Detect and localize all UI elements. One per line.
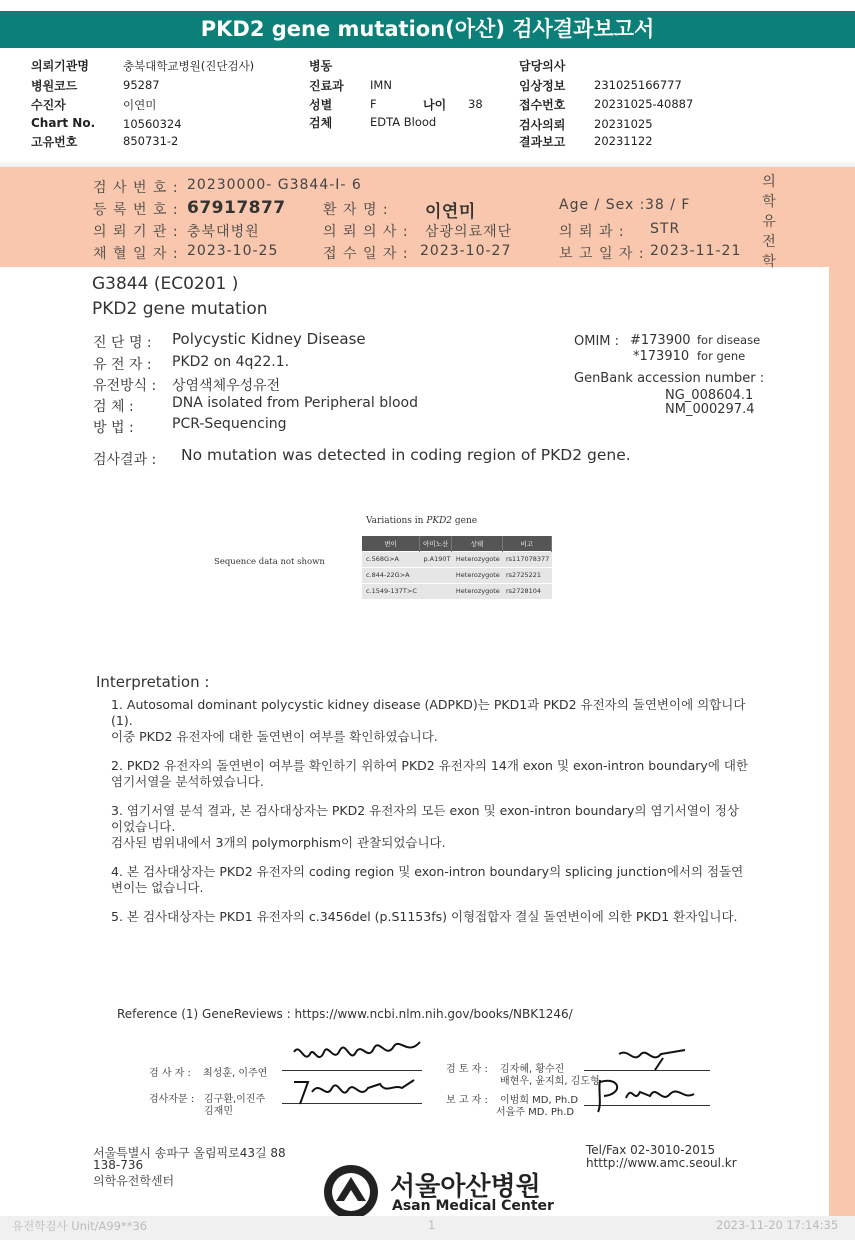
side-vertical-char: 학 [762, 194, 776, 210]
advisor-names-2: 김재민 [204, 1106, 233, 1117]
reviewer-names-2: 배현우, 윤지희, 김도형 [500, 1076, 600, 1087]
lab-side-band [829, 267, 855, 1227]
interpretation-heading: Interpretation : [96, 673, 210, 691]
variations-row [362, 551, 552, 567]
institution-value: 충북대학교병원(진단검사) [123, 59, 255, 73]
variations-header-cell: 상태 [452, 536, 502, 551]
variations-title-suffix: gene [452, 516, 478, 526]
examiner-names: 최성훈, 이주연 [203, 1068, 268, 1079]
variations-row [362, 583, 552, 599]
hospital-code-label: 병원코드 [31, 79, 78, 93]
footer-page: 1 [428, 1218, 436, 1232]
variations-cell: c.568G>A [362, 551, 419, 567]
variations-cell: c.844-22G>A [362, 567, 419, 583]
unique-label: 고유번호 [31, 135, 78, 149]
report-date-label: 결과보고 [519, 135, 566, 149]
patient-label: 수진자 [31, 98, 66, 112]
variations-title-gene: PKD2 [426, 516, 453, 526]
diagnosis-label: 진 단 명 : [93, 335, 152, 351]
patient-value: 이연미 [123, 98, 157, 112]
lab-doctor: 삼광의료재단 [425, 224, 513, 240]
interpretation-paragraph-4: 4. 본 검사대상자는 PKD2 유전자의 coding region 및 exon-intron boundary의 splicing junction에서의 점돌연변이는 없습니다. [111, 864, 744, 895]
address-line-1: 서울특별시 송파구 올림픽로43길 88 [93, 1146, 286, 1160]
dept-value: IMN [370, 78, 392, 92]
lab-dept-label: 의 뢰 과 : [559, 224, 625, 240]
variations-body [362, 551, 552, 599]
variations-cell: rs117078377 [502, 551, 552, 567]
lab-test-no-label: 검 사 번 호 : [93, 180, 179, 196]
test-name: PKD2 gene mutation [92, 299, 268, 319]
lab-doctor-label: 의 뢰 의 사 : [323, 224, 409, 240]
variations-cell [419, 583, 451, 599]
omim-gene: *173910 [633, 349, 690, 364]
side-vertical-char: 유 [762, 214, 776, 230]
chart-value: 10560324 [123, 117, 182, 131]
hospital-name-kr: 서울아산병원 [390, 1172, 541, 1202]
report-date-value: 20231122 [594, 134, 653, 148]
asan-foundation-seal [322, 1163, 380, 1221]
lab-reg-no: 67917877 [187, 198, 286, 218]
lab-patient-label: 환 자 명 : [323, 202, 389, 218]
lab-inst: 충북대병원 [187, 224, 260, 240]
variations-cell: Heterozygote [452, 551, 502, 567]
request-date-value: 20231025 [594, 117, 653, 131]
clinical-label: 임상정보 [519, 79, 566, 93]
lab-reg-no-label: 등 록 번 호 : [93, 202, 179, 218]
variations-cell: Heterozygote [452, 583, 502, 599]
reporter-names-1: 이범희 MD, Ph.D [500, 1095, 579, 1106]
reviewer-names-1: 김자혜, 황수진 [500, 1064, 565, 1075]
age-value: 38 [468, 97, 483, 111]
interpretation-paragraph-5: 5. 본 검사대상자는 PKD1 유전자의 c.3456del (p.S1153fs) 이형접합자 결실 돌연변이에 의한 PKD1 환자입니다. [111, 909, 738, 924]
variations-cell: c.1549-137T>C [362, 583, 419, 599]
side-vertical-label [760, 172, 778, 272]
advisor-names-1: 김구환,이진주 [204, 1094, 266, 1105]
lab-inst-label: 의 뢰 기 관 : [93, 224, 179, 240]
reviewer-signature [615, 1044, 695, 1072]
receipt-value: 20231025-40887 [594, 97, 694, 111]
interpretation-paragraph-3: 3. 염기서열 분석 결과, 본 검사대상자는 PKD2 유전자의 모든 exon 및 exon-intron boundary의 염기서열이 정상이었습니다. 검사된 범위내에서 3개의 polymorphism이 관찰되었습니다. [111, 803, 739, 850]
reporter-label: 보 고 자 : [446, 1095, 488, 1106]
lab-collect-label: 채 혈 일 자 : [93, 246, 179, 262]
specimen-label: 검체 [309, 116, 333, 130]
request-date-label: 검사의뢰 [519, 118, 566, 132]
omim-disease: #173900 [630, 333, 691, 348]
reporter-signature [590, 1074, 700, 1114]
omim-label: OMIM : [574, 334, 620, 349]
lab-receive: 2023-10-27 [420, 243, 512, 259]
advisor-label: 검사자문 : [149, 1094, 195, 1105]
advisor-signature [290, 1070, 420, 1110]
omim-disease-note: for disease [697, 333, 761, 347]
specimen-value: EDTA Blood [370, 115, 437, 129]
variations-cell: rs2725221 [502, 567, 552, 583]
clinical-value: 231025166777 [594, 78, 682, 92]
tel-fax: Tel/Fax 02-3010-2015 [586, 1143, 716, 1157]
method-label: 방 법 : [93, 420, 134, 436]
result-label: 검사결과 : [93, 452, 157, 468]
variations-cell: rs2728104 [502, 583, 552, 599]
report-title: PKD2 gene mutation(아산) 검사결과보고서 [0, 11, 855, 48]
variations-header-cell: 비고 [502, 536, 552, 551]
lab-report: 2023-11-21 [650, 243, 742, 259]
inheritance-value: 상염색체우성유전 [172, 378, 281, 394]
side-vertical-char: 전 [762, 234, 776, 250]
specimen-value-2: DNA isolated from Peripheral blood [172, 395, 419, 411]
variations-cell: p.A190T [419, 551, 451, 567]
ward-label: 병동 [309, 59, 333, 73]
variations-header-cell: 변이 [362, 536, 419, 551]
institution-label: 의뢰기관명 [31, 59, 89, 73]
dept-label: 진료과 [309, 79, 344, 93]
unique-value: 850731-2 [123, 134, 179, 148]
diagnosis-value: Polycystic Kidney Disease [172, 330, 366, 348]
reference: Reference (1) GeneReviews : https://www.ncbi.nlm.nih.gov/books/NBK1246/ [117, 1007, 573, 1021]
website: htttp://www.amc.seoul.kr [586, 1156, 737, 1170]
variations-title-prefix: Variations in [366, 516, 427, 526]
inheritance-label: 유전방식 : [93, 378, 157, 394]
lab-collect: 2023-10-25 [187, 243, 279, 259]
age-label: 나이 [423, 98, 447, 112]
variations-title [366, 516, 477, 526]
lab-receive-label: 접 수 일 자 : [323, 246, 409, 262]
genbank-nm: NM_000297.4 [665, 402, 755, 417]
interpretation-paragraph-2: 2. PKD2 유전자의 돌연변이 여부를 확인하기 위하여 PKD2 유전자의 14개 exon 및 exon-intron boundary에 대한 염기서열을 분석하였습니다. [111, 758, 749, 789]
omim-gene-note: for gene [697, 349, 746, 363]
genbank-ng: NG_008604.1 [665, 388, 754, 403]
variations-row [362, 567, 552, 583]
reporter-names-2: 서을주 MD. Ph.D [496, 1107, 575, 1118]
sex-value: F [370, 97, 377, 111]
variations-cell: Heterozygote [452, 567, 502, 583]
footer-unit: 유전학검사 Unit/A99**36 [12, 1219, 148, 1233]
receipt-label: 접수번호 [519, 98, 566, 112]
gene-value: PKD2 on 4q22.1. [172, 354, 290, 370]
footer-printed: 2023-11-20 17:14:35 [716, 1218, 839, 1232]
chart-label: Chart No. [31, 116, 96, 130]
side-vertical-char: 학 [762, 254, 776, 270]
hospital-code-value: 95287 [123, 78, 160, 92]
gene-label: 유 전 자 : [93, 357, 152, 373]
lab-age-sex-label: Age / Sex : [559, 197, 646, 213]
variations-cell [419, 567, 451, 583]
lab-report-label: 보 고 일 자 : [559, 246, 645, 262]
lab-patient: 이연미 [425, 202, 476, 222]
sex-label: 성별 [309, 98, 333, 112]
side-vertical-char: 의 [762, 174, 776, 190]
interpretation-paragraph-1: 1. Autosomal dominant polycystic kidney disease (ADPKD)는 PKD1과 PKD2 유전자의 돌연변이에 의합니다 (1). 이중 PKD2 유전자에 대한 돌연변이 여부를 확인하였습니다. [111, 697, 746, 744]
address-line-2: 138-736 [93, 1158, 144, 1172]
result-value: No mutation was detected in coding region of PKD2 gene. [181, 446, 631, 464]
lab-dept: STR [650, 221, 681, 237]
specimen-label-2: 검 체 : [93, 399, 134, 415]
reviewer-label: 검 토 자 : [446, 1064, 488, 1075]
sequence-note: Sequence data not shown [214, 557, 325, 567]
examiner-label: 검 사 자 : [149, 1068, 191, 1079]
hospital-name-en: Asan Medical Center [392, 1198, 554, 1214]
method-value: PCR-Sequencing [172, 416, 287, 432]
variations-table [362, 536, 552, 599]
address-line-3: 의학유전학센터 [93, 1174, 175, 1188]
lab-age-sex: 38 / F [645, 197, 691, 213]
doctor-label: 담당의사 [519, 59, 566, 73]
lab-test-no: 20230000- G3844-I- 6 [187, 177, 362, 193]
test-code: G3844 (EC0201 ) [92, 274, 239, 294]
variations-header-row [362, 536, 552, 551]
examiner-signature [290, 1034, 430, 1074]
variations-header-cell: 아미노산 [419, 536, 451, 551]
genbank-label: GenBank accession number : [574, 371, 765, 386]
